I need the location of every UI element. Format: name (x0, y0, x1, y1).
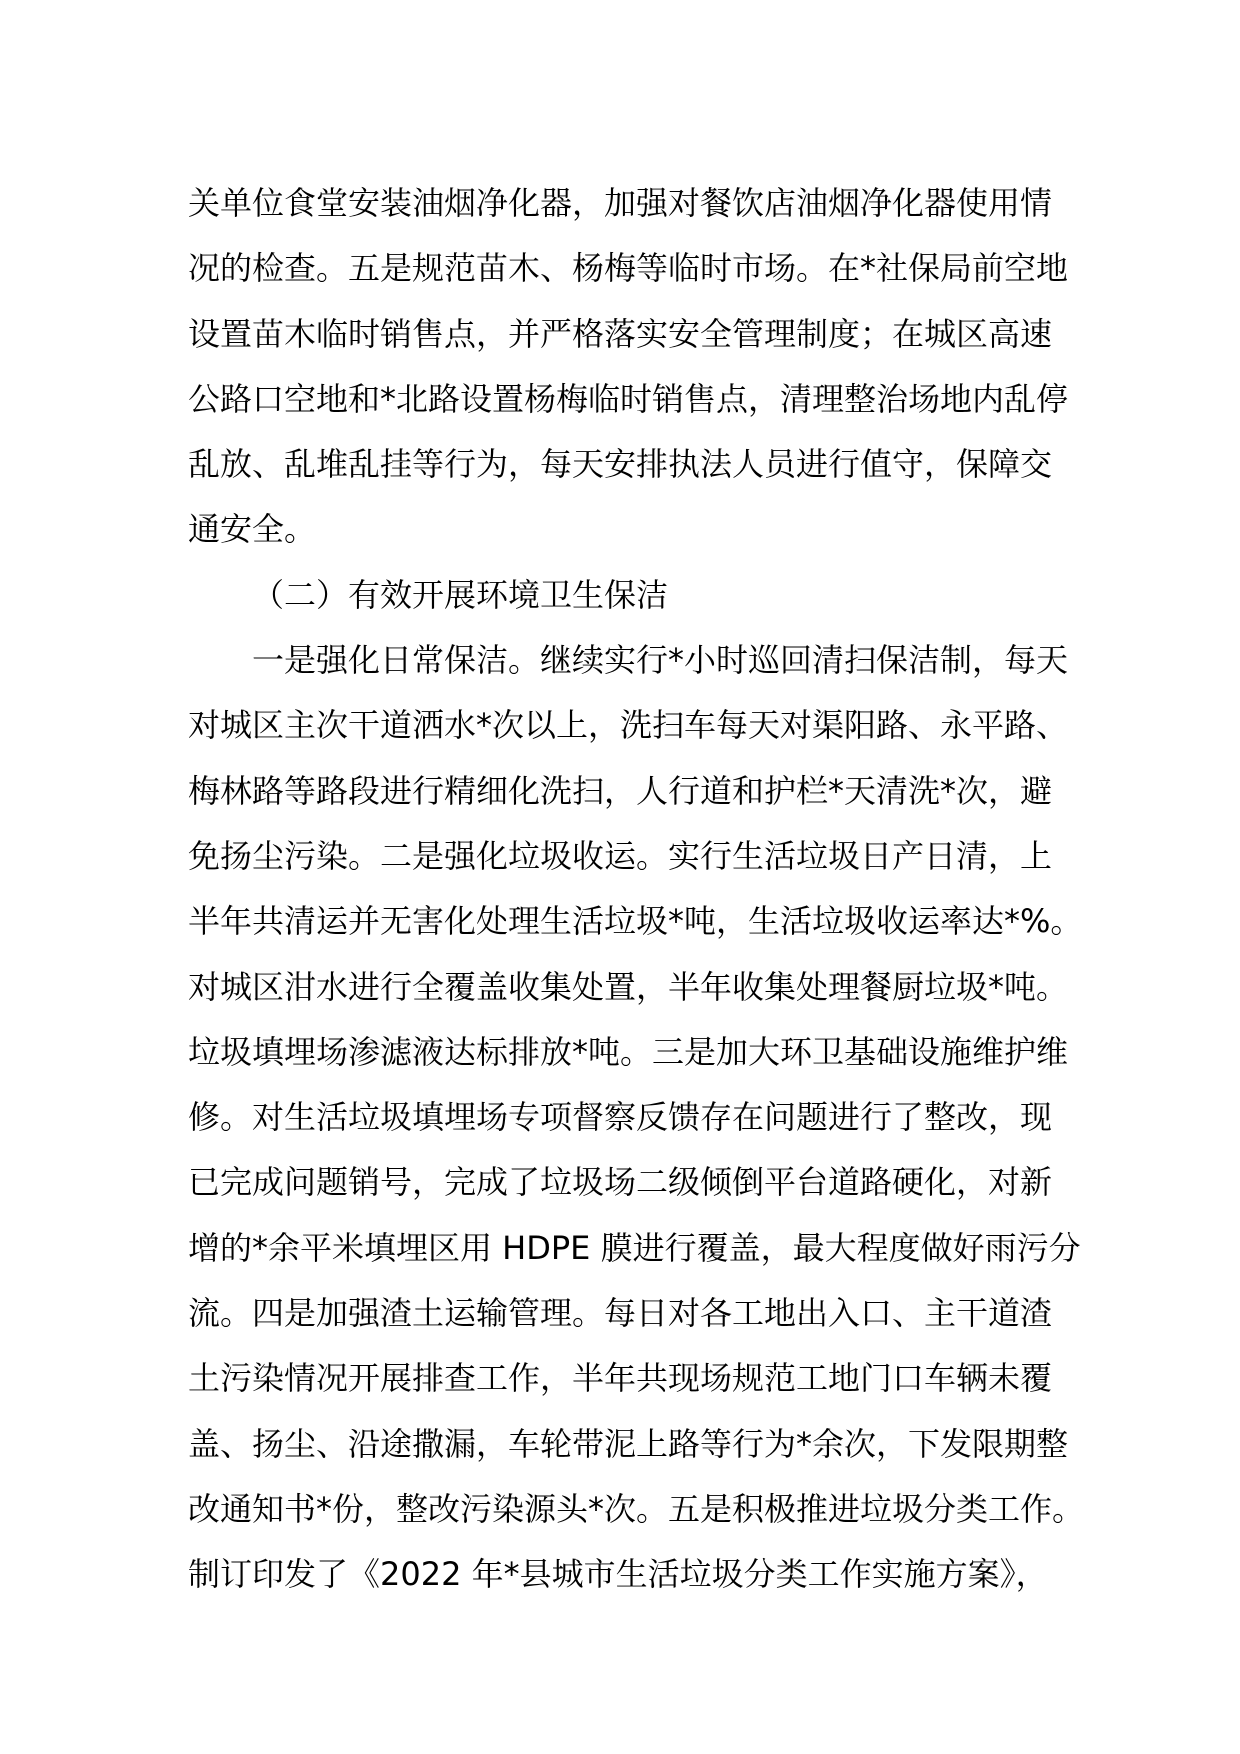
text-line: 土污染情况开展排查工作，半年共现场规范工地门口车辆未覆 (188, 1359, 1053, 1398)
text-line: 关单位食堂安装油烟净化器，加强对餐饮店油烟净化器使用情 (188, 184, 1053, 222)
text-line: 对城区主次干道洒水*次以上，洗扫车每天对渠阳路、永平路、 (188, 706, 1069, 745)
text-line: 设置苗木临时销售点，并严格落实安全管理制度；在城区高速 (188, 314, 1053, 353)
text-line: 梅林路等路段进行精细化洗扫，人行道和护栏*天清洗*次，避 (188, 771, 1053, 810)
text-line: 盖、扬尘、沿途撒漏，车轮带泥上路等行为*余次，下发限期整 (188, 1424, 1069, 1463)
text-line: 半年共清运并无害化处理生活垃圾*吨，生活垃圾收运率达*%。 (188, 902, 1083, 941)
text-line: 增的*余平米填埋区用 HDPE 膜进行覆盖，最大程度做好雨污分 (188, 1228, 1081, 1267)
text-line: 流。四是加强渣土运输管理。每日对各工地出入口、主干道渣 (188, 1294, 1053, 1333)
text-line: 乱放、乱堆乱挂等行为，每天安排执法人员进行值守，保障交 (188, 445, 1053, 484)
text-line: 况的检查。五是规范苗木、杨梅等临时市场。在*社保局前空地 (188, 249, 1069, 288)
text-line: 修。对生活垃圾填埋场专项督察反馈存在问题进行了整改，现 (188, 1098, 1053, 1137)
section-heading: （二）有效开展环境卫生保洁 (252, 575, 669, 614)
text-line: 已完成问题销号，完成了垃圾场二级倾倒平台道路硬化，对新 (188, 1163, 1053, 1202)
text-line: 垃圾填埋场渗滤液达标排放*吨。三是加大环卫基础设施维护维 (188, 1032, 1069, 1071)
text-line: 公路口空地和*北路设置杨梅临时销售点，清理整治场地内乱停 (188, 379, 1069, 418)
text-line: 制订印发了《2022 年*县城市生活垃圾分类工作实施方案》， (188, 1555, 1048, 1594)
text-line: 通安全。 (188, 510, 317, 549)
text-line: 对城区泔水进行全覆盖收集处置，半年收集处理餐厨垃圾*吨。 (188, 967, 1069, 1006)
text-line: 免扬尘污染。二是强化垃圾收运。实行生活垃圾日产日清，上 (188, 836, 1053, 875)
body-text (188, 171, 1085, 1608)
text-line: 一是强化日常保洁。继续实行*小时巡回清扫保洁制，每天 (252, 641, 1069, 680)
text-line: 改通知书*份，整改污染源头*次。五是积极推进垃圾分类工作。 (188, 1489, 1085, 1528)
